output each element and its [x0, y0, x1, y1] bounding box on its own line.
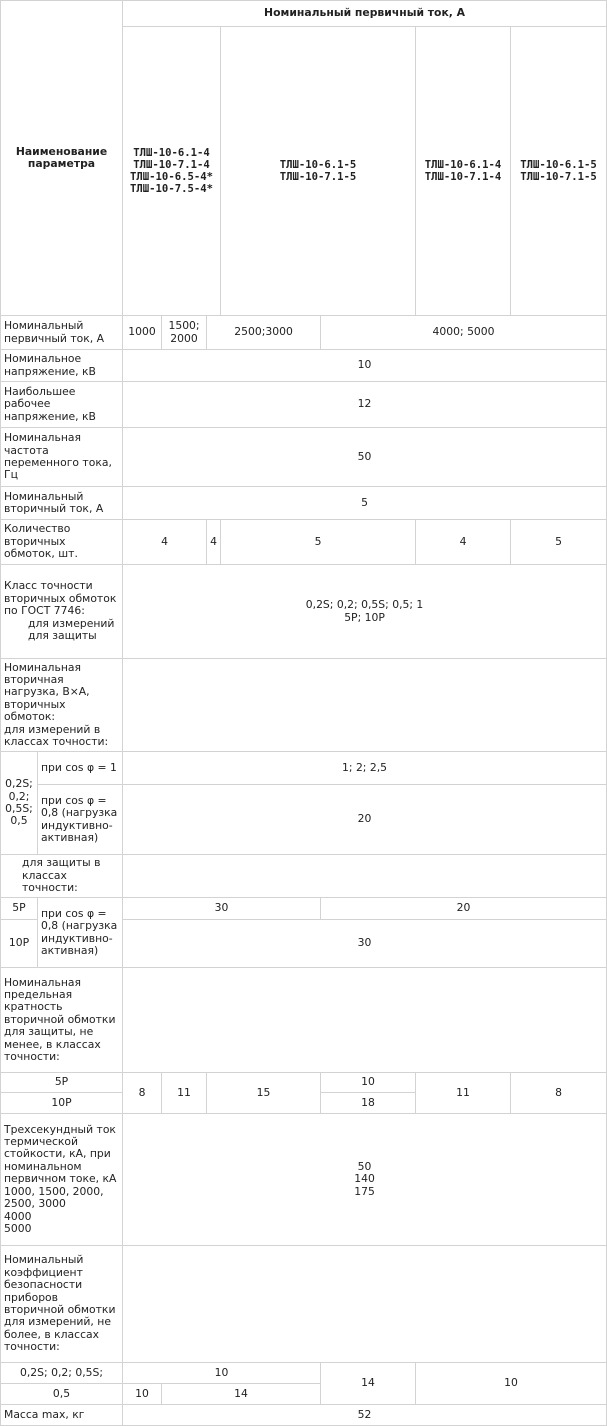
primary-current-value: 1500; 2000	[162, 316, 207, 350]
load-protection-cos-label: при cos φ = 0,8 (нагрузка индуктивно-активная)	[38, 898, 123, 968]
load-5p-value: 30	[123, 898, 321, 920]
multiplicity-value-5p: 10	[321, 1073, 416, 1093]
load-classes: 0,2S; 0,2; 0,5S; 0,5	[1, 752, 38, 855]
frequency-value: 50	[123, 428, 607, 487]
multiplicity-class-5p: 5P	[1, 1073, 123, 1093]
windings-value: 4	[416, 520, 511, 565]
multiplicity-label: Номинальная предельная кратность вторичной обмотки для защиты, не менее, в классах точности:	[1, 968, 123, 1073]
load-protection-label: для защиты в классах точности:	[1, 855, 123, 898]
max-voltage-label: Наибольшее рабочее напряжение, кВ	[1, 382, 123, 428]
primary-current-label: Номинальный первичный ток, А	[1, 316, 123, 350]
max-voltage-value: 12	[123, 382, 607, 428]
load-cos08-value: 20	[123, 785, 607, 855]
safety-class-1: 0,2S; 0,2; 0,5S;	[1, 1363, 123, 1384]
current-group-header: Номинальный первичный ток, А	[123, 1, 607, 27]
model-header-3: ТЛШ-10-6.1-4 ТЛШ-10-7.1-4	[416, 27, 511, 316]
safety-label: Номинальный коэффициент безопасности приборов вторичной обмотки для измерений, не более, в классах точности:	[1, 1246, 123, 1363]
load-cos1-label: при cos φ = 1	[38, 752, 123, 785]
primary-current-value: 1000	[123, 316, 162, 350]
model-header-1: ТЛШ-10-6.1-4 ТЛШ-10-7.1-4 ТЛШ-10-6.5-4* ТЛШ-10-7.5-4*	[123, 27, 221, 316]
accuracy-label: Класс точности вторичных обмоток по ГОСТ 7746: для измерений для защиты	[1, 565, 123, 659]
accuracy-value: 0,2S; 0,2; 0,5S; 0,5; 1 5P; 10P	[123, 565, 607, 659]
multiplicity-value: 15	[207, 1073, 321, 1114]
multiplicity-value-10p: 18	[321, 1093, 416, 1114]
load-10p-value: 30	[123, 920, 607, 968]
model-header-2: ТЛШ-10-6.1-5 ТЛШ-10-7.1-5	[221, 27, 416, 316]
primary-current-value: 2500;3000	[207, 316, 321, 350]
multiplicity-empty	[123, 968, 607, 1073]
load-empty	[123, 659, 607, 752]
windings-value: 4	[123, 520, 207, 565]
load-protection-empty	[123, 855, 607, 898]
thermal-value: 50 140 175	[123, 1114, 607, 1246]
primary-current-value: 4000; 5000	[321, 316, 607, 350]
windings-value: 4	[207, 520, 221, 565]
multiplicity-value: 8	[511, 1073, 607, 1114]
rated-voltage-value: 10	[123, 350, 607, 382]
load-class-10p: 10P	[1, 920, 38, 968]
load-cos1-value: 1; 2; 2,5	[123, 752, 607, 785]
multiplicity-value: 8	[123, 1073, 162, 1114]
secondary-current-value: 5	[123, 487, 607, 520]
windings-value: 5	[221, 520, 416, 565]
windings-value: 5	[511, 520, 607, 565]
load-label: Номинальная вторичная нагрузка, В×А, вторичных обмоток: для измерений в классах точности:	[1, 659, 123, 752]
multiplicity-value: 11	[416, 1073, 511, 1114]
frequency-label: Номинальная частота переменного тока, Гц	[1, 428, 123, 487]
safety-empty	[123, 1246, 607, 1363]
load-5p-value: 20	[321, 898, 607, 920]
multiplicity-class-10p: 10P	[1, 1093, 123, 1114]
load-class-5p: 5P	[1, 898, 38, 920]
safety-value: 14	[321, 1363, 416, 1405]
safety-value: 10	[123, 1363, 321, 1384]
windings-label: Количество вторичных обмоток, шт.	[1, 520, 123, 565]
mass-value: 52	[123, 1405, 607, 1426]
safety-class-2: 0,5	[1, 1384, 123, 1405]
multiplicity-value: 11	[162, 1073, 207, 1114]
load-cos08-label: при cos φ = 0,8 (нагрузка индуктивно-активная)	[38, 785, 123, 855]
param-column-header: Наименование параметра	[1, 1, 123, 316]
safety-value: 14	[162, 1384, 321, 1405]
mass-label: Масса max, кг	[1, 1405, 123, 1426]
model-header-4: ТЛШ-10-6.1-5 ТЛШ-10-7.1-5	[511, 27, 607, 316]
safety-value: 10	[416, 1363, 607, 1405]
secondary-current-label: Номинальный вторичный ток, А	[1, 487, 123, 520]
safety-value: 10	[123, 1384, 162, 1405]
thermal-label: Трехсекундный ток термической стойкости, кА, при номинальном первичном токе, кА 1000, 1500, 2000, 2500, 3000 4000 5000	[1, 1114, 123, 1246]
rated-voltage-label: Номинальное напряжение, кВ	[1, 350, 123, 382]
